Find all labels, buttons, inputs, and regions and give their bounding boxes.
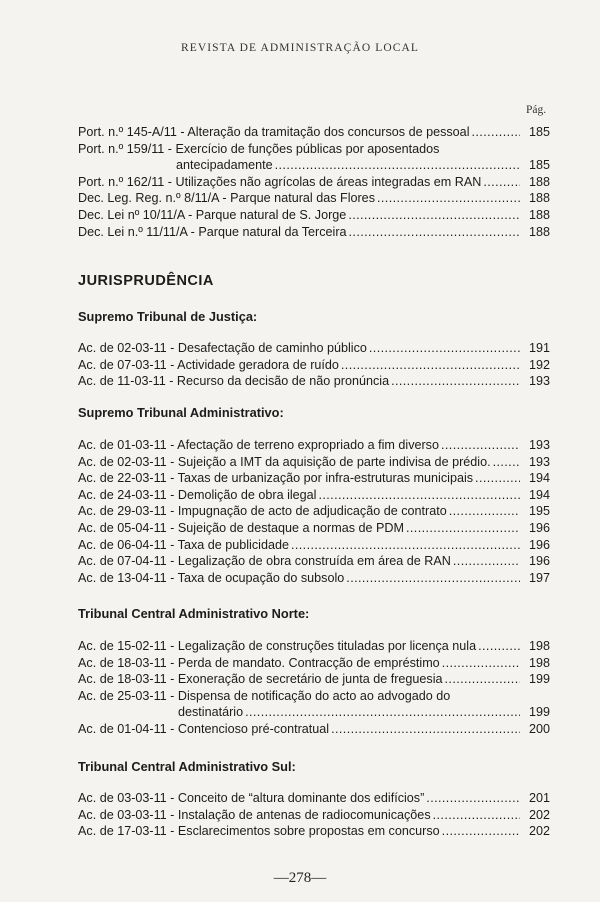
toc-entry: [78, 537, 550, 554]
toc-entry: [78, 503, 550, 520]
entry-page: 194: [528, 487, 550, 502]
entry-page: 196: [528, 554, 550, 569]
leader-dots: [245, 704, 520, 721]
entry-page: 188: [528, 191, 550, 206]
entry-page: 193: [528, 454, 550, 469]
entry-text: Ac. de 11-03-11 - Recurso da decisão de não pronúncia: [78, 374, 390, 389]
page-column-label: Pág.: [526, 104, 547, 116]
toc-entry: [78, 340, 550, 357]
entry-text-continued: antecipadamente: [176, 158, 273, 173]
leader-dots: [369, 340, 520, 357]
toc-entry: [78, 721, 550, 738]
entry-page: 196: [528, 520, 550, 535]
leader-dots: [275, 157, 520, 174]
entry-page: 193: [528, 374, 550, 389]
toc-entry: [78, 655, 550, 672]
entry-page: 188: [528, 174, 550, 189]
section-list: [78, 340, 550, 390]
entry-page: 188: [528, 207, 550, 222]
leader-dots: [391, 373, 520, 390]
leader-dots: [442, 655, 520, 672]
entry-text: Ac. de 22-03-11 - Taxas de urbanização por infra-estruturas municipais: [78, 471, 474, 486]
entry-page: 202: [528, 824, 550, 839]
entry-text: Ac. de 17-03-11 - Esclarecimentos sobre propostas em concurso: [78, 824, 440, 839]
toc-entry: [78, 671, 550, 688]
leader-dots: [449, 503, 520, 520]
entry-text: Port. n.º 145-A/11 - Alteração da tramitação dos concursos de pessoal: [78, 125, 470, 139]
entry-text: Ac. de 05-04-11 - Sujeição de destaque a normas de PDM: [78, 520, 404, 535]
page-number: —278—: [273, 870, 327, 886]
entry-page: 193: [528, 438, 550, 452]
entry-text: Dec. Leg. Reg. n.º 8/11/A - Parque natural das Flores: [78, 191, 375, 206]
toc-entry: [78, 437, 550, 454]
leader-dots: [433, 807, 520, 824]
toc-entry: [78, 470, 550, 487]
running-header: REVISTA DE ADMINISTRAÇÃO LOCAL: [180, 42, 420, 54]
leader-dots: [493, 454, 520, 471]
entry-page: 199: [528, 705, 550, 720]
toc-entry: [78, 124, 550, 141]
leader-dots: [348, 207, 520, 224]
entry-text-continued: destinatário: [178, 705, 244, 720]
leader-dots: [426, 790, 520, 807]
toc-entry: [78, 174, 550, 191]
toc-entry: [78, 688, 550, 721]
toc-entry: [78, 207, 550, 224]
entry-page: 185: [528, 158, 550, 173]
entry-text: Ac. de 01-03-11 - Afectação de terreno expropriado a fim diverso: [78, 438, 439, 452]
entry-page: 200: [528, 721, 550, 736]
entry-page: 192: [528, 357, 550, 372]
entry-text: Dec. Lei n.º 11/11/A - Parque natural da Terceira: [78, 224, 347, 239]
toc-entry: [78, 357, 550, 374]
entry-page: 195: [528, 504, 550, 519]
leader-dots: [291, 537, 520, 554]
section-title: Tribunal Central Administrativo Norte:: [78, 606, 310, 621]
legislation-list: [78, 124, 550, 240]
entry-text: Port. n.º 159/11 - Exercício de funções públicas por aposentados: [78, 141, 440, 156]
leader-dots: [341, 357, 520, 374]
entry-text: Ac. de 01-04-11 - Contencioso pré-contratual: [78, 721, 330, 736]
leader-dots: [406, 520, 520, 537]
jurisprudence-heading: JURISPRUDÊNCIA: [78, 273, 214, 289]
entry-page: 194: [528, 471, 550, 486]
toc-entry: [78, 570, 550, 587]
entry-page: 201: [528, 791, 550, 805]
entry-text: Ac. de 07-04-11 - Legalização de obra construída em área de RAN: [78, 554, 451, 569]
toc-entry: [78, 190, 550, 207]
toc-entry: [78, 790, 550, 807]
entry-text: Ac. de 18-03-11 - Perda de mandato. Contracção de empréstimo: [78, 655, 440, 670]
toc-entry: [78, 487, 550, 504]
entry-page: 197: [528, 570, 550, 585]
entry-text: Ac. de 15-02-11 - Legalização de construções tituladas por licença nula: [78, 639, 477, 653]
entry-text: Ac. de 02-03-11 - Desafectação de caminho público: [78, 341, 367, 355]
entry-page: 188: [528, 224, 550, 239]
leader-dots: [475, 470, 520, 487]
toc-entry: [78, 823, 550, 840]
section-title: Tribunal Central Administrativo Sul:: [78, 759, 296, 774]
leader-dots: [441, 437, 520, 454]
entry-page: 185: [528, 125, 550, 139]
section-title: Supremo Tribunal Administrativo:: [78, 405, 284, 420]
toc-entry: [78, 224, 550, 241]
leader-dots: [377, 190, 520, 207]
section-title: Supremo Tribunal de Justiça:: [78, 309, 258, 324]
entry-page: 198: [528, 639, 550, 653]
entry-text: Ac. de 06-04-11 - Taxa de publicidade: [78, 537, 289, 552]
leader-dots: [478, 638, 520, 655]
leader-dots: [331, 721, 520, 738]
leader-dots: [442, 823, 520, 840]
leader-dots: [318, 487, 520, 504]
entry-text: Ac. de 03-03-11 - Instalação de antenas de radiocomunicações: [78, 807, 431, 822]
entry-text: Port. n.º 162/11 - Utilizações não agrícolas de áreas integradas em RAN: [78, 174, 482, 189]
toc-entry: [78, 807, 550, 824]
toc-entry: [78, 454, 550, 471]
entry-page: 198: [528, 655, 550, 670]
toc-entry: [78, 141, 550, 174]
leader-dots: [346, 570, 520, 587]
entry-text: Ac. de 24-03-11 - Demolição de obra ilegal: [78, 487, 317, 502]
entry-page: 196: [528, 537, 550, 552]
entry-text: Ac. de 29-03-11 - Impugnação de acto de adjudicação de contrato: [78, 504, 447, 519]
leader-dots: [445, 671, 520, 688]
leader-dots: [483, 174, 520, 191]
entry-text: Ac. de 25-03-11 - Dispensa de notificação do acto ao advogado do: [78, 688, 451, 703]
entry-page: 199: [528, 672, 550, 687]
entry-page: 202: [528, 807, 550, 822]
entry-text: Ac. de 13-04-11 - Taxa de ocupação do subsolo: [78, 570, 345, 585]
entry-text: Ac. de 18-03-11 - Exoneração de secretário de junta de freguesia: [78, 672, 443, 687]
toc-entry: [78, 638, 550, 655]
entry-page: 191: [528, 341, 550, 355]
leader-dots: [453, 553, 520, 570]
leader-dots: [349, 224, 520, 241]
toc-entry: [78, 520, 550, 537]
leader-dots: [472, 124, 521, 141]
toc-entry: [78, 373, 550, 390]
entry-text: Dec. Lei nº 10/11/A - Parque natural de S. Jorge: [78, 207, 347, 222]
entry-text: Ac. de 07-03-11 - Actividade geradora de ruído: [78, 357, 339, 372]
section-list: [78, 437, 550, 586]
entry-text: Ac. de 02-03-11 - Sujeição a IMT da aquisição de parte indivisa de prédio.: [78, 454, 491, 469]
section-list: [78, 638, 550, 738]
entry-text: Ac. de 03-03-11 - Conceito de “altura dominante dos edifícios”: [78, 791, 425, 805]
section-list: [78, 790, 550, 840]
toc-entry: [78, 553, 550, 570]
